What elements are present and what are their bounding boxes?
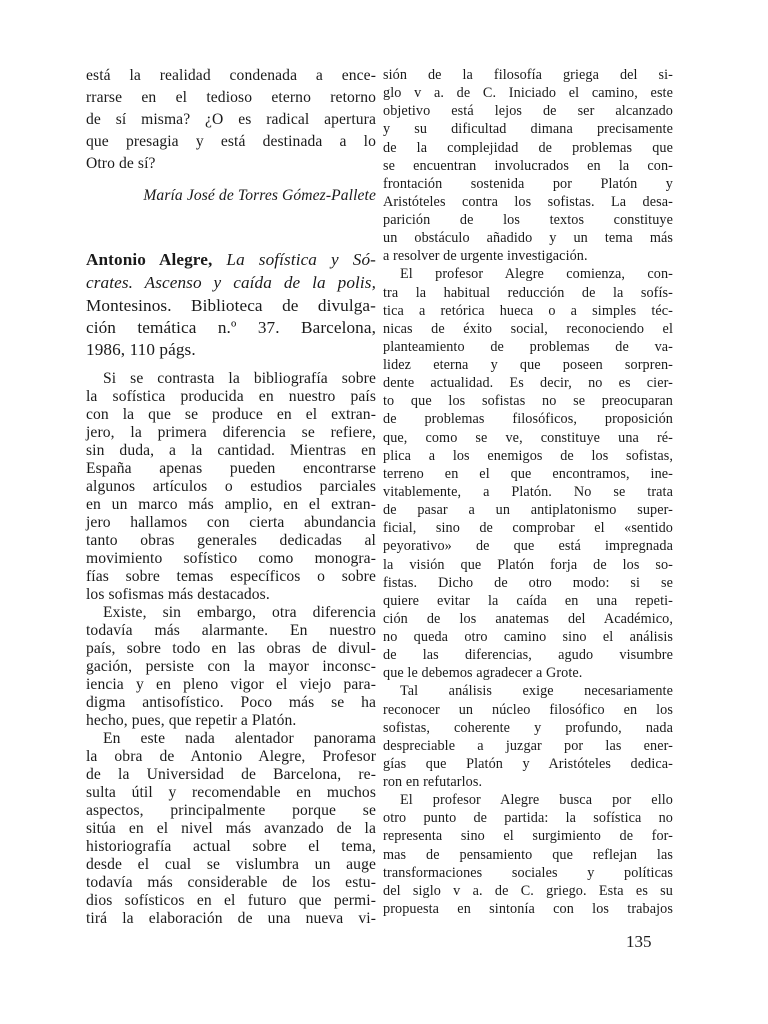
review-heading-line: ción temática n.º 37. Barcelona, <box>86 318 376 337</box>
text-line: todavía más alarmante. En nuestro <box>86 622 376 639</box>
text-line: plica a los enemigos de los sofistas, <box>383 447 673 464</box>
text-line: del siglo v a. de C. griego. Esta es su <box>383 882 673 899</box>
text-line: vitablemente, a Platón. No se trata <box>383 484 673 500</box>
review-heading-line: Montesinos. Biblioteca de divulga- <box>86 296 376 315</box>
text-line: historiografía actual sobre el tema, <box>86 838 376 855</box>
text-line: jero, la primera diferencia se refiere, <box>86 424 376 441</box>
text-line: tica a retórica hueca o a simples téc- <box>383 302 673 319</box>
text-line: a resolver de urgente investigación. <box>383 248 588 265</box>
review-heading-line <box>86 249 376 270</box>
text-line: en un marco más amplio, en el extran- <box>86 496 376 513</box>
text-line: desde el cual se vislumbra un auge <box>86 856 376 873</box>
text-line: que, como se ve, constituye una ré- <box>383 429 673 446</box>
text-line: El profesor Alegre busca por ello <box>400 792 673 809</box>
text-line: parición de los textos constituye <box>383 212 673 229</box>
review-signature: María José de Torres Gómez-Pallete <box>143 187 376 204</box>
text-line: gías que Platón y Aristóteles dedica- <box>383 755 673 772</box>
text-line: ron en refutarlos. <box>383 774 483 791</box>
text-line: transformaciones sociales y políticas <box>383 864 673 881</box>
text-line: dente actualidad. Es decir, no es cier- <box>383 375 673 392</box>
text-line: propuesta en sintonía con los trabajos <box>383 901 673 917</box>
text-line: ción de los anatemas del Académico, <box>383 610 673 627</box>
text-line: Tal análisis exige necesariamente <box>400 683 673 700</box>
text-line: la obra de Antonio Alegre, Profesor <box>86 748 376 765</box>
text-line: aspectos, principalmente porque se <box>86 802 376 819</box>
text-line: lidez eterna y que poseen sorpren- <box>383 357 673 374</box>
text-line: glo v a. de C. Iniciado el camino, este <box>383 85 673 102</box>
text-line: la visión que Platón forja de los so- <box>383 556 673 573</box>
text-line: que le debemos agradecer a Grote. <box>383 665 583 682</box>
text-line: Existe, sin embargo, otra diferencia <box>103 604 376 621</box>
text-line: está la realidad condenada a ence- <box>86 67 376 84</box>
text-line: tirá la elaboración de una nueva vi- <box>86 910 376 927</box>
review-author: Antonio Alegre, <box>86 250 213 269</box>
text-line: to que los sofistas no se preocuparan <box>383 393 673 410</box>
text-line: rrarse en el tedioso eterno retorno <box>86 89 376 106</box>
text-line: con la que se produce en el extran- <box>86 406 376 423</box>
text-line: dios sofísticos en el futuro que permi- <box>86 892 376 909</box>
text-line: de la complejidad de problemas que <box>383 139 673 156</box>
text-line: sulta útil y recomendable en muchos <box>86 784 376 801</box>
text-line: otro punto de partida: la sofística no <box>383 810 673 827</box>
text-line: y su dificultad dimana precisamente <box>383 121 673 138</box>
text-line: todavía más considerable de los estu- <box>86 874 376 891</box>
text-line: algunos artículos o estudios parciales <box>86 478 376 495</box>
text-line: de sí misma? ¿O es radical apertura <box>86 111 376 128</box>
text-line: Aristóteles contra los sofistas. La desa- <box>383 193 673 210</box>
text-line: mas de pensamiento que reflejan las <box>383 846 673 863</box>
text-line: sión de la filosofía griega del si- <box>383 67 673 83</box>
text-line: de problemas filosóficos, proposición <box>383 411 673 428</box>
text-line: país, sobre todo en las obras de divul- <box>86 640 376 657</box>
text-line: la sofística producida en nuestro país <box>86 388 376 405</box>
review-book-title: crates. Ascenso y caída de la polis, <box>86 273 376 292</box>
text-line: gación, persiste con la mayor inconsc- <box>86 658 376 675</box>
page-number: 135 <box>626 932 652 951</box>
text-line: peyorativo» de que está impregnada <box>383 538 673 555</box>
text-line: movimiento sofístico como monogra- <box>86 550 376 567</box>
text-line: despreciable a juzgar por las ener- <box>383 737 673 754</box>
text-line: España apenas pueden encontrarse <box>86 460 376 477</box>
text-line: de la Universidad de Barcelona, re- <box>86 766 376 783</box>
text-line: que presagia y está destinada a lo <box>86 133 376 150</box>
text-line: ficial, sino de comprobar el «sentido <box>383 520 673 537</box>
text-line: de pasar a un antiplatonismo super- <box>383 502 673 519</box>
text-line: Si se contrasta la bibliografía sobre <box>103 370 376 387</box>
text-line: jero hallamos con cierta abundancia <box>86 514 376 531</box>
text-line: digma antisofístico. Poco más se ha <box>86 694 376 711</box>
text-line: Otro de sí? <box>86 155 156 172</box>
text-line: se encuentran involucrados en la con- <box>383 157 673 174</box>
text-line: objetivo está lejos de ser alcanzado <box>383 103 673 120</box>
text-line: sofistas, coherente y profundo, nada <box>383 719 673 736</box>
text-line: nicas de éxito social, reconociendo el <box>383 320 673 337</box>
text-line: de las diferencias, agudo visumbre <box>383 647 673 664</box>
text-line: El profesor Alegre comienza, con- <box>400 266 673 283</box>
text-line: reconocer un núcleo filosófico en los <box>383 701 673 718</box>
text-line: planteamiento de problemas de va- <box>383 338 673 355</box>
text-line: tra la habitual reducción de la sofís- <box>383 284 673 301</box>
text-line: quiere evitar la caída en una repeti- <box>383 592 673 609</box>
text-line: fistas. Dicho de otro modo: si se <box>383 574 673 591</box>
text-line: En este nada alentador panorama <box>103 730 376 747</box>
text-line: un obstáculo añadido y un tema más <box>383 230 673 247</box>
text-line: hecho, pues, que repetir a Platón. <box>86 712 297 729</box>
text-line: tanto obras generales dedicadas al <box>86 532 376 549</box>
text-line: fías sobre temas específicos o sobre <box>86 568 376 585</box>
review-heading-line: 1986, 110 págs. <box>86 340 196 359</box>
text-line: representa sino el surgimiento de for- <box>383 828 673 845</box>
text-line: terreno en el que encontramos, ine- <box>383 465 673 482</box>
text-line: no queda otro camino sino el análisis <box>383 629 673 646</box>
text-line: sin duda, a la cantidad. Mientras en <box>86 442 376 459</box>
text-line: frontación sostenida por Platón y <box>383 175 673 192</box>
text-line: los sofismas más destacados. <box>86 586 270 603</box>
review-book-title: La sofística y Só- <box>226 250 376 269</box>
text-line: iencia y en pleno vigor el viejo para- <box>86 676 376 693</box>
text-line: sitúa en el nivel más avanzado de la <box>86 820 376 837</box>
